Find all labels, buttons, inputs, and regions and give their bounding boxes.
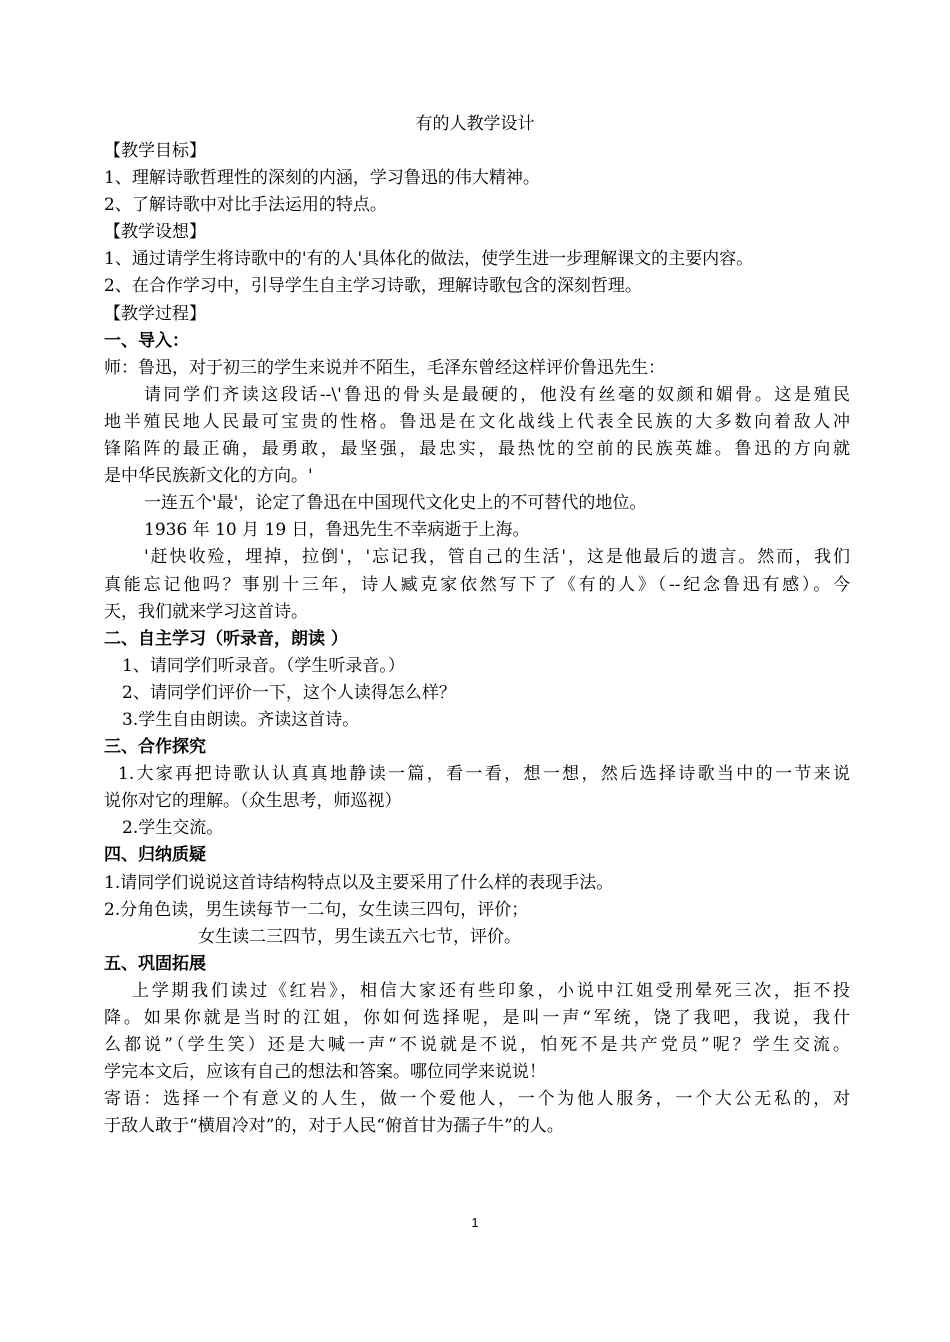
section-heading-ideas: 【教学设想】	[104, 222, 206, 243]
paragraph-line: 1936 年 10 月 19 日，鲁迅先生不幸病逝于上海。	[144, 520, 530, 541]
list-item: 1.请同学们说说这首诗结构特点以及主要采用了什么样的表现手法。	[104, 872, 614, 893]
heading-self-study: 二、自主学习（听录音，朗读 ）	[104, 628, 348, 649]
paragraph-line: 是中华民族新文化的方向。'	[104, 466, 313, 487]
paragraph-line: 寄语：选择一个有意义的人生，做一个爱他人，一个为他人服务，一个大公无私的，对	[104, 1089, 850, 1110]
heading-summary: 四、归纳质疑	[104, 845, 206, 866]
idea-item: 1、通过请学生将诗歌中的'有的人'具体化的做法，使学生进一步理解课文的主要内容。	[104, 249, 754, 270]
paragraph-line: 地半殖民地人民最可宝贵的性格。鲁迅是在文化战线上代表全民族的大多数向着敌人冲	[104, 411, 850, 432]
objective-item: 2、了解诗歌中对比手法运用的特点。	[104, 195, 387, 216]
list-item: 1.大家再把诗歌认认真真地静读一篇，看一看，想一想，然后选择诗歌当中的一节来说	[118, 764, 850, 785]
list-item: 2.学生交流。	[122, 818, 224, 839]
paragraph-line: 师：鲁迅，对于初三的学生来说并不陌生，毛泽东曾经这样评价鲁迅先生：	[104, 357, 665, 378]
paragraph-line: 真能忘记他吗？事别十三年，诗人臧克家依然写下了《有的人》（--纪念鲁迅有感）。今	[104, 574, 850, 595]
heading-introduction: 一、导入：	[104, 330, 189, 351]
idea-item: 2、在合作学习中，引导学生自主学习诗歌，理解诗歌包含的深刻哲理。	[104, 276, 642, 297]
paragraph-line: 天，我们就来学习这首诗。	[104, 601, 308, 622]
paragraph-line: 一连五个'最'，论定了鲁迅在中国现代文化史上的不可替代的地位。	[144, 493, 647, 514]
paragraph-line: 学完本文后，应该有自己的想法和答案。哪位同学来说说！	[104, 1062, 546, 1083]
paragraph-line: '赶快收殓，埋掉，拉倒'，'忘记我，管自己的生活'，这是他最后的遗言。然而，我们	[144, 547, 850, 568]
paragraph-line: 降。如果你就是当时的江姐，你如何选择呢，是叫一声“军统，饶了我吧，我说，我什	[104, 1008, 850, 1028]
list-item: 3.学生自由朗读。齐读这首诗。	[122, 709, 360, 730]
section-heading-objectives: 【教学目标】	[104, 141, 206, 161]
paragraph-line: 于敌人敢于“横眉冷对”的，对于人民“俯首甘为孺子牛”的人。	[104, 1116, 564, 1137]
list-item: 女生读二三四节，男生读五六七节，评价。	[198, 926, 521, 947]
list-item: 说你对它的理解。（众生思考，师巡视）	[104, 791, 402, 812]
document-title: 有的人教学设计	[415, 114, 535, 134]
paragraph-line: 锋陷阵的最正确，最勇敢，最坚强，最忠实，最热忱的空前的民族英雄。鲁迅的方向就	[104, 439, 850, 460]
objective-item: 1、理解诗歌哲理性的深刻的内涵，学习鲁迅的伟大精神。	[104, 168, 540, 189]
heading-extension: 五、巩固拓展	[104, 953, 206, 974]
paragraph-line: 请同学们齐读这段话--\'鲁迅的骨头是最硬的，他没有丝毫的奴颜和媚骨。这是殖民	[144, 384, 850, 405]
section-heading-process: 【教学过程】	[104, 303, 206, 324]
list-item: 1、请同学们听录音。（学生听录音。）	[122, 655, 405, 676]
list-item: 2.分角色读，男生读每节一二句，女生读三四句，评价；	[104, 899, 529, 920]
heading-cooperation: 三、合作探究	[104, 737, 206, 758]
paragraph-line: 上学期我们读过《红岩》，相信大家还有些印象，小说中江姐受刑晕死三次，拒不投	[132, 980, 850, 1001]
paragraph-line: 么都说”（学生笑）还是大喊一声“不说就是不说，怕死不是共产党员”呢？学生交流。	[104, 1035, 850, 1056]
list-item: 2、请同学们评价一下，这个人读得怎么样？	[122, 682, 456, 703]
page-number: 1	[471, 1215, 479, 1230]
document-body	[104, 138, 850, 1140]
